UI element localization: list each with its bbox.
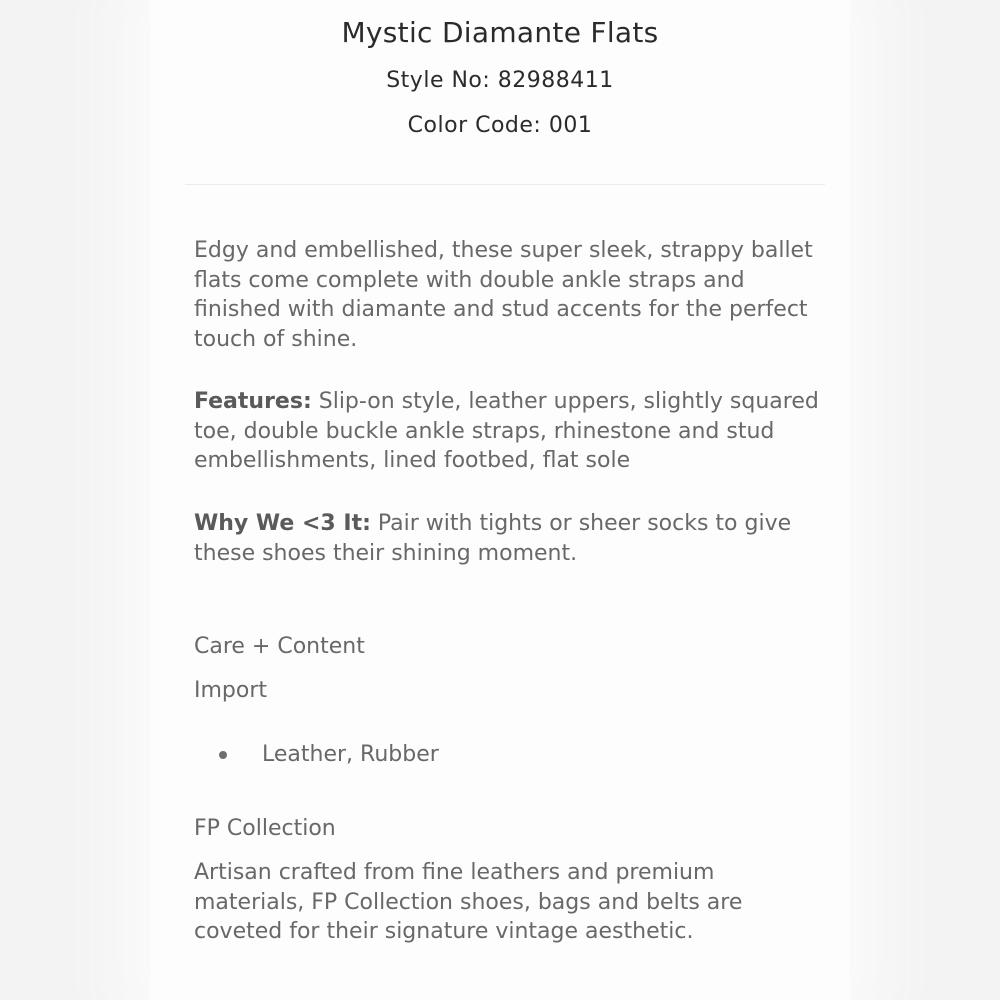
why-we-love-it-paragraph xyxy=(194,509,819,568)
why-label: Why We <3 It: xyxy=(194,511,371,536)
collection-heading: FP Collection xyxy=(194,816,336,841)
product-title: Mystic Diamante Flats xyxy=(341,16,659,49)
bullet-icon xyxy=(219,751,227,759)
why-text: Pair with tights or sheer socks to give these shoes their shining moment. xyxy=(194,511,792,566)
collection-description: Artisan crafted from fine leathers and premium materials, FP Collection shoes, bags and belts are coveted for their signature vintage aesthetic. xyxy=(194,860,743,944)
style-number: Style No: 82988411 xyxy=(386,68,614,93)
color-code: Color Code: 001 xyxy=(407,113,593,138)
features-label: Features: xyxy=(194,389,312,414)
product-description: Edgy and embellished, these super sleek, strappy ballet flats come complete with double ankle straps and finished with diamante and stud accents for the perfect touch of shine. xyxy=(194,238,813,352)
section-divider xyxy=(185,184,825,185)
origin-text: Import xyxy=(194,678,268,703)
features-text: Slip-on style, leather uppers, slightly squared toe, double buckle ankle straps, rhinestone and stud embellishments, lined footbed, flat sole xyxy=(194,389,819,473)
materials-text: Leather, Rubber xyxy=(262,742,439,767)
features-paragraph xyxy=(194,387,819,476)
content-panel xyxy=(150,0,850,1000)
care-content-heading: Care + Content xyxy=(194,634,365,659)
